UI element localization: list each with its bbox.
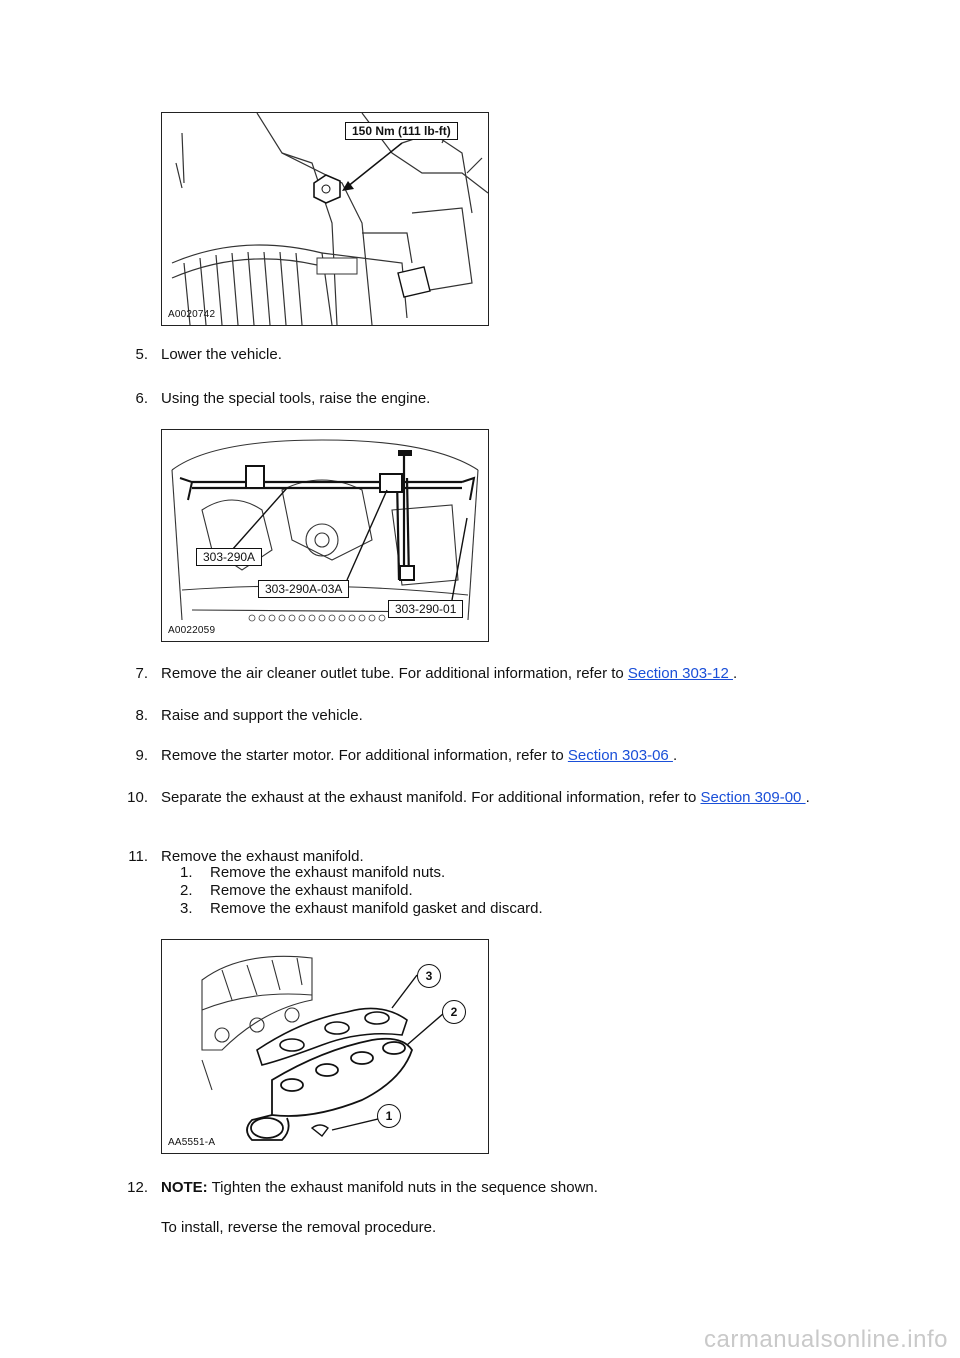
section-link-303-12[interactable]: Section 303-12	[627, 665, 733, 682]
step-text	[161, 747, 841, 765]
callout-1: 1	[377, 1104, 401, 1128]
watermark: carmanualsonline.info	[704, 1326, 948, 1353]
step-note	[161, 1179, 841, 1197]
step-number: 11.	[128, 848, 148, 865]
torque-callout: 150 Nm (111 lb-ft)	[345, 122, 458, 140]
section-link-303-06[interactable]: Section 303-06	[567, 747, 673, 764]
figure-code: A0020742	[168, 309, 216, 320]
section-link-309-00[interactable]: Section 309-00	[700, 789, 806, 806]
callout-2: 2	[442, 1000, 466, 1024]
step-text	[161, 789, 833, 807]
figure-code: A0022059	[168, 625, 216, 636]
step-number: 8.	[135, 707, 148, 724]
figure-code: AA5551-A	[168, 1137, 216, 1148]
step-text-body: Separate the exhaust at the exhaust manifold. For additional information, refer to	[161, 789, 697, 806]
substep-text: Remove the exhaust manifold gasket and discard.	[210, 900, 543, 917]
step-number: 7.	[135, 665, 148, 682]
step-text-body: Remove the air cleaner outlet tube. For additional information, refer to	[161, 665, 624, 682]
substep-text: Remove the exhaust manifold nuts.	[210, 864, 446, 881]
step-text: Raise and support the vehicle.	[161, 707, 363, 724]
step-text: Lower the vehicle.	[161, 346, 282, 363]
nut-icon	[312, 1125, 328, 1136]
tool-callout-303-290-01: 303-290-01	[388, 600, 463, 618]
substep-number: 1.	[180, 864, 193, 881]
callout-3: 3	[417, 964, 441, 988]
substep-number: 2.	[180, 882, 193, 899]
step-number: 5.	[135, 346, 148, 363]
tool-callout-303-290A: 303-290A	[196, 548, 262, 566]
tool-callout-303-290A-03A: 303-290A-03A	[258, 580, 349, 598]
step-number: 6.	[135, 390, 148, 407]
step-text-end: .	[672, 747, 678, 764]
step-text	[161, 665, 841, 683]
note-label: NOTE:	[161, 1179, 208, 1196]
step-text: Using the special tools, raise the engine.	[161, 390, 431, 407]
step-text-end: .	[805, 789, 810, 806]
figure-bolt-torque	[161, 112, 489, 326]
bolt-illustration	[162, 113, 488, 325]
substep-text: Remove the exhaust manifold.	[210, 882, 413, 899]
substep-number: 3.	[180, 900, 193, 917]
step-number: 10.	[127, 789, 148, 806]
step-text: To install, reverse the removal procedure.	[161, 1219, 437, 1236]
step-text-end: .	[733, 665, 738, 682]
figure-engine-support	[161, 429, 489, 642]
step-text: Remove the exhaust manifold.	[161, 848, 364, 865]
step-number: 12.	[127, 1179, 148, 1196]
note-text: Tighten the exhaust manifold nuts in the sequence shown.	[211, 1179, 598, 1196]
step-text-body: Remove the starter motor. For additional information, refer to	[161, 747, 564, 764]
step-number: 9.	[135, 747, 148, 764]
gasket-icon	[257, 1008, 407, 1065]
figure-exhaust-manifold	[161, 939, 489, 1154]
